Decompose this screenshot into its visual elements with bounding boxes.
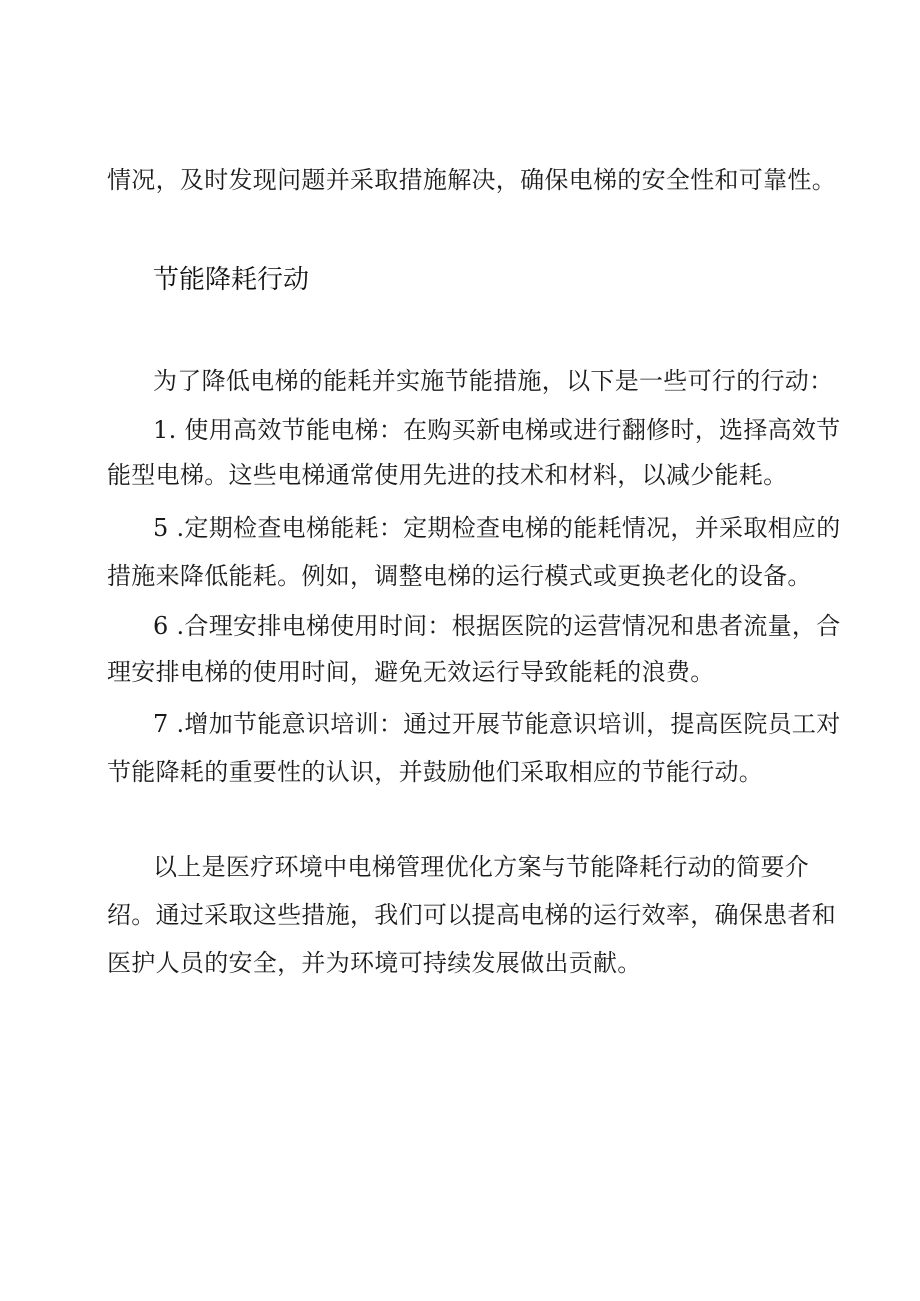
- conclusion-line: 绍。通过采取这些措施，我们可以提高电梯的运行效率，确保患者和: [107, 901, 836, 929]
- conclusion-line: 以上是医疗环境中电梯管理优化方案与节能降耗行动的简要介: [153, 853, 810, 881]
- list-item-line: 措施来降低能耗。例如，调整电梯的运行模式或更换老化的设备。: [107, 562, 812, 590]
- list-item-line: 7 .增加节能意识培训：通过开展节能意识培训，提高医院员工对: [153, 710, 841, 738]
- section-intro: 为了降低电梯的能耗并实施节能措施，以下是一些可行的行动：: [153, 367, 834, 395]
- section-heading: 节能降耗行动: [153, 265, 310, 295]
- list-item-line: 1. 使用高效节能电梯：在购买新电梯或进行翻修时，选择高效节: [153, 416, 841, 444]
- list-item-line: 能型电梯。这些电梯通常使用先进的技术和材料，以减少能耗。: [107, 461, 788, 489]
- list-item-line: 5 .定期检查电梯能耗：定期检查电梯的能耗情况，并采取相应的: [153, 514, 841, 542]
- conclusion-line: 医护人员的安全，并为环境可持续发展做出贡献。: [107, 949, 642, 977]
- paragraph-continuation: 情况，及时发现问题并采取措施解决，确保电梯的安全性和可靠性。: [107, 166, 836, 194]
- list-item-line: 6 .合理安排电梯使用时间：根据医院的运营情况和患者流量，合: [153, 612, 841, 640]
- list-item-line: 节能降耗的重要性的认识，并鼓励他们采取相应的节能行动。: [107, 758, 764, 786]
- list-item-line: 理安排电梯的使用时间，避免无效运行导致能耗的浪费。: [107, 658, 715, 686]
